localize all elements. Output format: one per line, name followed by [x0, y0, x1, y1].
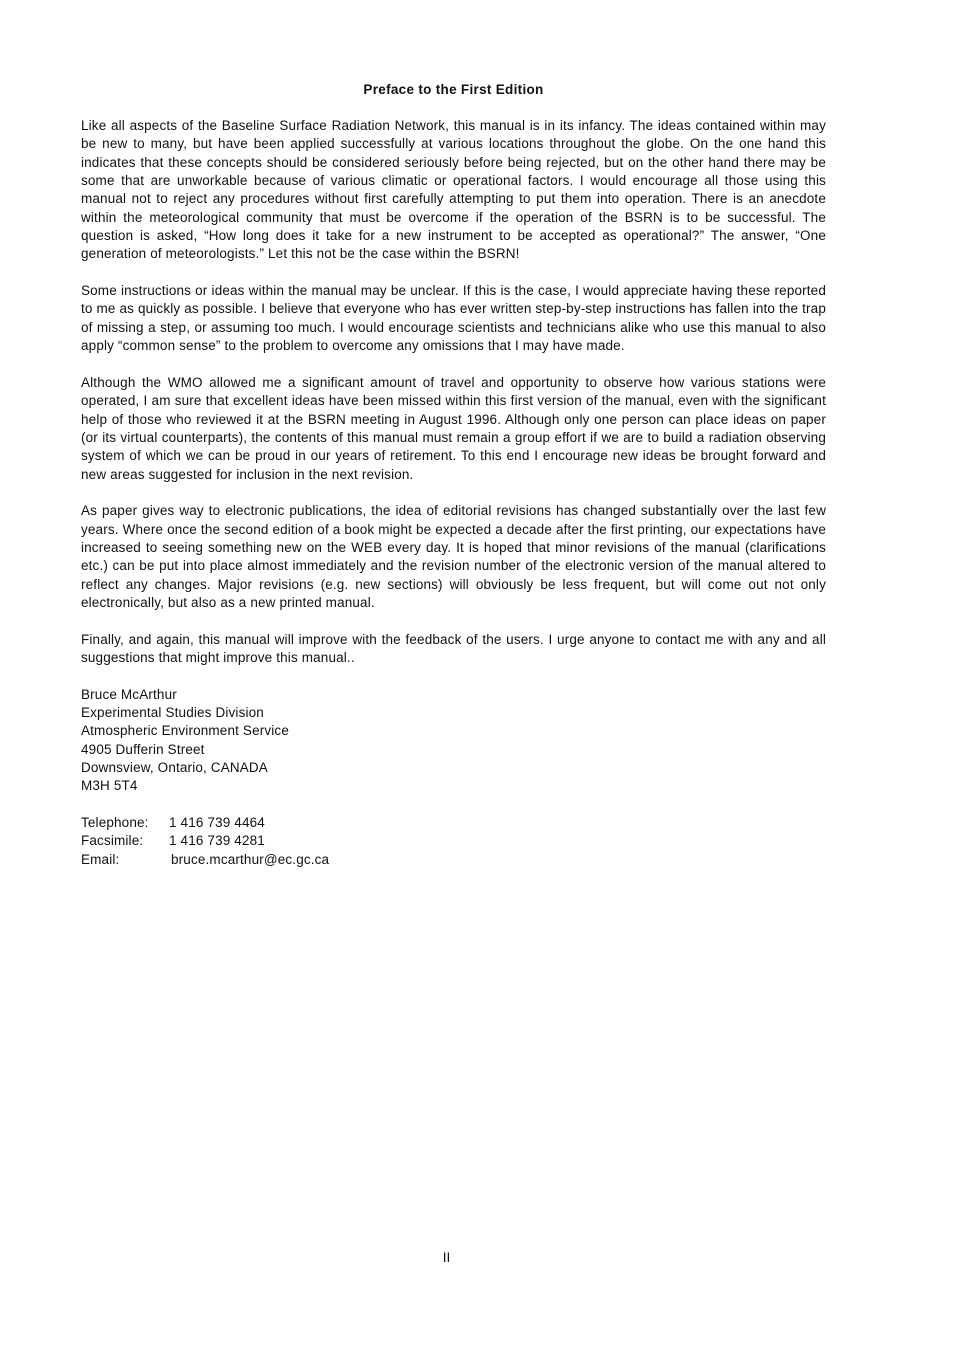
facsimile-value: 1 416 739 4281: [169, 833, 265, 849]
author-city: Downsview, Ontario, CANADA: [81, 760, 268, 776]
author-address: [81, 686, 826, 796]
paragraph-3: Although the WMO allowed me a significant amount of travel and opportunity to observe how various stations were operated, I am sure that excellent ideas have been missed within this first version of the manual, even with the significant help of those who reviewed it at the BSRN meeting in August 1996. Although only one person can place ideas on paper (or its virtual counterparts), the contents of this manual must remain a group effort if we are to build a radiation observing system of which we can be proud in our years of retirement. To this end I encourage new ideas be brought forward and new areas suggested for inclusion in the next revision.: [81, 374, 826, 482]
facsimile-row: [81, 832, 826, 850]
email-label: Email:: [81, 851, 120, 867]
preface-title: Preface to the First Edition: [363, 82, 544, 97]
author-street: 4905 Dufferin Street: [81, 741, 205, 757]
telephone-value: 1 416 739 4464: [169, 815, 265, 831]
page-number: II: [442, 1250, 451, 1265]
paragraph-4: As paper gives way to electronic publications, the idea of editorial revisions has changed substantially over the last few years. Where once the second edition of a book might be expected a decade after the first printing, our expectations have increased to seeing something new on the WEB every day. It is hoped that minor revisions of the manual (clarifications etc.) can be put into place almost immediately and the revision number of the electronic version of the manual altered to reflect any changes. Major revisions (e.g. new sections) will obviously be less frequent, but will come out not only electronically, but also as a new printed manual.: [81, 503, 826, 610]
email-row: [81, 851, 826, 869]
facsimile-label: Facsimile:: [81, 833, 144, 849]
paragraph-1: Like all aspects of the Baseline Surface Radiation Network, this manual is in its infancy. The ideas contained within may be new to many, but have been applied successfully at various locations throughout the globe. On the one hand this indicates that these concepts should be considered seriously before being rejected, but on the other hand there may be some that are unworkable because of various climatic or operational factors. I would encourage all those using this manual not to reject any procedures without first carefully attempting to put them into operation. There is an anecdote within the meteorological community that must be overcome if the operation of the BSRN is to be successful. The question is asked, “How long does it take for a new instrument to be accepted as operational?” The answer, “One generation of meteorologists.” Let this not be the case within the BSRN!: [81, 118, 826, 262]
telephone-label: Telephone:: [81, 815, 149, 831]
author-organization: Atmospheric Environment Service: [81, 723, 289, 739]
document-page: [81, 0, 826, 1348]
author-name: Bruce McArthur: [81, 686, 177, 702]
paragraph-2: Some instructions or ideas within the manual may be unclear. If this is the case, I would appreciate having these reported to me as quickly as possible. I believe that everyone who has ever written step-by-step instructions has fallen into the trap of missing a step, or assuming too much. I would encourage scientists and technicians alike who use this manual to also apply “common sense” to the problem to overcome any omissions that I may have made.: [81, 283, 826, 354]
telephone-row: [81, 814, 826, 832]
author-division: Experimental Studies Division: [81, 705, 264, 720]
author-contact: [81, 814, 826, 869]
author-postal-code: M3H 5T4: [81, 778, 138, 794]
paragraph-5: Finally, and again, this manual will improve with the feedback of the users. I urge anyone to contact me with any and all suggestions that might improve this manual..: [81, 631, 826, 665]
email-value: bruce.mcarthur@ec.gc.ca: [171, 851, 330, 867]
preface-body: [81, 117, 826, 869]
